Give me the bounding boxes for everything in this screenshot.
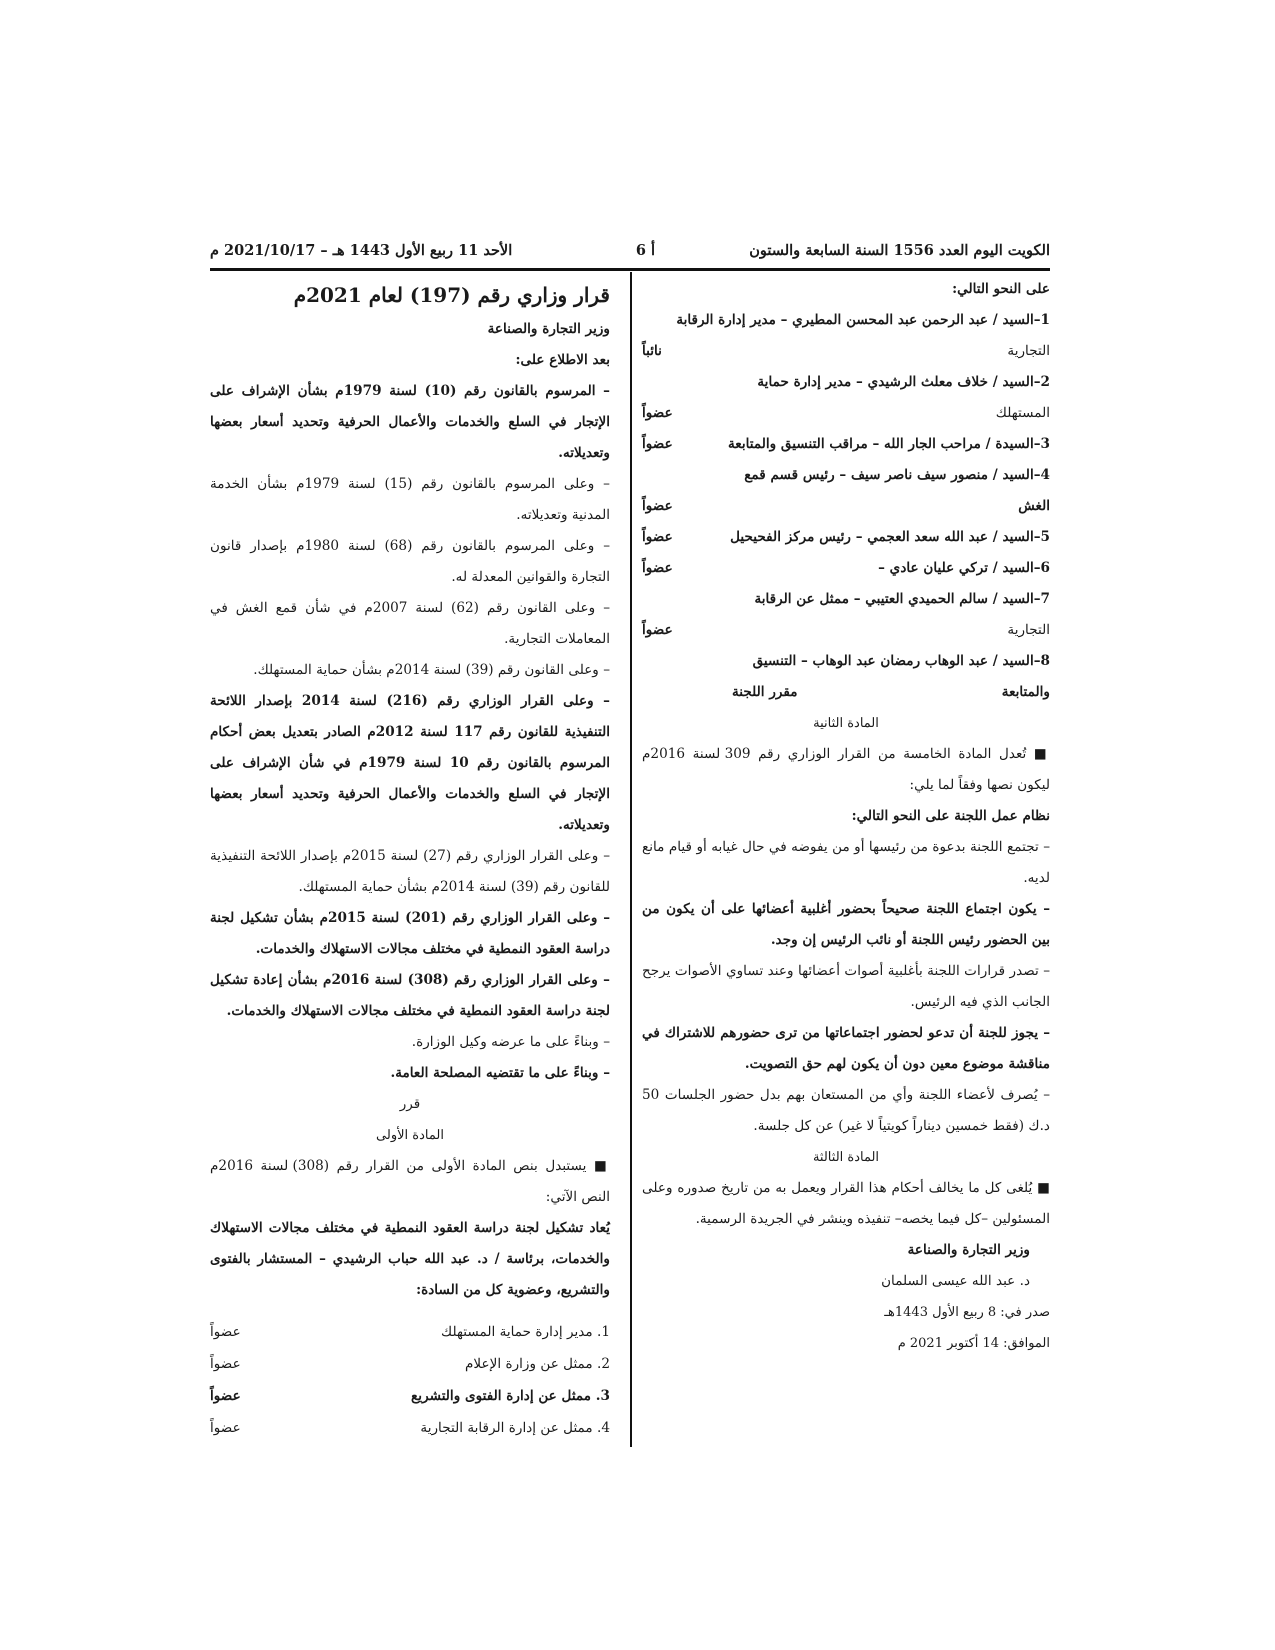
article-1-text: ■ يستبدل بنص المادة الأولى من القرار رقم (308) لسنة 2016م النص الآتي: — [210, 1158, 611, 1205]
page-header — [210, 238, 1050, 268]
preamble-item: – وعلى المرسوم بالقانون رقم (15) لسنة 1979م بشأن الخدمة المدنية وتعديلاته. — [210, 476, 610, 523]
issued-date: صدر في: 8 ربيع الأول 1443هـ — [884, 1305, 1050, 1320]
member-item — [642, 584, 1050, 646]
member-name: 1–السيد / عبد الرحمن عبد المحسن المطيري – مدير إدارة الرقابة — [676, 312, 1050, 328]
preamble-item: – وعلى القرار الوزاري رقم (308) لسنة 2016م بشأن إعادة تشكيل لجنة دراسة العقود النمطية في مختلف مجالات الاستهلاك والخدمات. — [210, 972, 610, 1019]
preamble-item: – وعلى المرسوم بالقانون رقم (68) لسنة 1980م بإصدار قانون التجارة والقوانين المعدلة له. — [210, 538, 610, 585]
after-review: بعد الاطلاع على: — [515, 352, 610, 368]
member-item — [642, 429, 1050, 460]
member-name-cont: والمتابعة — [1001, 684, 1050, 700]
committee-reform-text: يُعاد تشكيل لجنة دراسة العقود النمطية في مختلف مجالات الاستهلاك والخدمات، برئاسة / د. عبد الله حباب الرشيدي – المستشار بالفتوى والتشريع، وعضوية كل من السادة: — [210, 1220, 610, 1298]
member-role: عضواً — [642, 436, 673, 452]
committee-list-item: 1. مدير إدارة حماية المستهلك — [441, 1324, 610, 1340]
member-role: عضواً — [642, 560, 673, 576]
member-name: 8–السيد / عبد الوهاب رمضان عبد الوهاب – التنسيق — [752, 653, 1050, 669]
header-date: الأحد 11 ربيع الأول 1443 هـ – 2021/10/17 م — [210, 242, 513, 259]
preamble-item: – المرسوم بالقانون رقم (10) لسنة 1979م بشأن الإشراف على الإتجار في السلع والخدمات والأعمال الحرفية وتحديد أسعار بعضها وتعديلاته. — [210, 383, 610, 461]
corresponding-date: الموافق: 14 أكتوبر 2021 م — [897, 1336, 1050, 1351]
rule-item: – يجوز للجنة أن تدعو لحضور اجتماعاتها من ترى حضورهم للاشتراك في مناقشة موضوع معين دون أن يكون لهم حق التصويت. — [642, 1025, 1050, 1072]
article-2-text: ■ تُعدل المادة الخامسة من القرار الوزاري رقم 309 لسنة 2016م ليكون نصها وفقاً لما يلي: — [642, 746, 1050, 793]
article-1-title: المادة الأولى — [376, 1128, 444, 1143]
member-name: 2–السيد / خلاف معلث الرشيدي – مدير إدارة حماية — [757, 374, 1050, 390]
preamble-item: – وعلى القرار الوزاري رقم (201) لسنة 2015م بشأن تشكيل لجنة دراسة العقود النمطية في مختلف مجالات الاستهلاك والخدمات. — [210, 910, 610, 957]
member-role: عضواً — [642, 529, 673, 545]
member-role: نائباً — [642, 343, 662, 359]
header-issue: الكويت اليوم العدد 1556 السنة السابعة والستون — [749, 242, 1050, 259]
article-3-title: المادة الثالثة — [812, 1150, 880, 1165]
member-role: مقرر اللجنة — [732, 684, 798, 700]
member-name-cont: المستهلك — [995, 405, 1050, 421]
member-name-cont: التجارية — [1007, 622, 1050, 638]
rule-item: – يكون اجتماع اللجنة صحيحاً بحضور أغلبية أعضائها على أن يكون من بين الحضور رئيس اللجنة أو نائب الرئيس إن وجد. — [642, 901, 1050, 948]
committee-list-role: عضواً — [210, 1388, 241, 1404]
rule-item: – تجتمع اللجنة بدعوة من رئيسها أو من يفوضه في حال غيابه أو قيام مانع لديه. — [642, 839, 1050, 886]
committee-list-role: عضواً — [210, 1356, 241, 1372]
committee-list-item: 3. ممثل عن إدارة الفتوى والتشريع — [411, 1388, 610, 1404]
preamble-item: – وبناءً على ما عرضه وكيل الوزارة. — [411, 1034, 610, 1050]
member-item — [642, 646, 1050, 708]
preamble-item: – وعلى القانون رقم (39) لسنة 2014م بشأن حماية المستهلك. — [253, 662, 610, 678]
preamble-item: – وعلى القرار الوزاري رقم (216) لسنة 2014 بإصدار اللائحة التنفيذية للقانون رقم 117 لسنة 2012م الصادر بتعديل بعض أحكام المرسوم بالقانون رقم 10 لسنة 1979م في شأن الإشراف على الإتجار في السلع والخدمات والأعمال الحرفية وتحديد أسعار بعضها وتعديلاته. — [210, 693, 611, 833]
rule-item: – تصدر قرارات اللجنة بأغلبية أصوات أعضائها وعند تساوي الأصوات يرجح الجانب الذي فيه الرئيس. — [642, 963, 1050, 1010]
member-item — [642, 522, 1050, 553]
member-name: 5–السيد / عبد الله سعد العجمي – رئيس مركز الفحيحيل — [730, 529, 1050, 545]
minister-name: د. عبد الله عيسى السلمان — [881, 1273, 1030, 1289]
member-name: 7–السيد / سالم الحميدي العتيبي – ممثل عن الرقابة — [754, 591, 1050, 607]
header-rule — [210, 268, 1050, 271]
header-page-number: أ 6 — [635, 242, 655, 259]
committee-list — [210, 1316, 610, 1444]
member-item — [642, 305, 1050, 367]
preamble-item: – وبناءً على ما تقتضيه المصلحة العامة. — [390, 1065, 610, 1081]
left-column — [210, 278, 610, 1444]
member-item — [642, 367, 1050, 429]
right-column — [642, 274, 1050, 1359]
member-name: 3–السيدة / مراحب الجار الله – مراقب التنسيق والمتابعة — [727, 436, 1050, 452]
member-role: عضواً — [642, 498, 673, 514]
column-divider — [630, 272, 632, 1447]
member-name-cont: التجارية — [1007, 343, 1050, 359]
member-item — [642, 460, 1050, 522]
article-3-text: ■ يُلغى كل ما يخالف أحكام هذا القرار ويعمل به من تاريخ صدوره وعلى المسئولين –كل فيما يخصه– تنفيذه وينشر في الجريدة الرسمية. — [642, 1180, 1050, 1227]
rule-item: – يُصرف لأعضاء اللجنة وأي من المستعان بهم بدل حضور الجلسات 50 د.ك (فقط خمسين ديناراً كويتياً لا غير) عن كل جلسة. — [642, 1087, 1050, 1134]
preamble-item: – وعلى القانون رقم (62) لسنة 2007م في شأن قمع الغش في المعاملات التجارية. — [210, 600, 610, 647]
member-name: 6–السيد / تركي عليان عادي – — [878, 560, 1050, 576]
system-title: نظام عمل اللجنة على النحو التالي: — [851, 808, 1050, 824]
members-intro: على النحو التالي: — [952, 281, 1050, 297]
member-name: 4–السيد / منصور سيف ناصر سيف – رئيس قسم قمع — [744, 467, 1050, 483]
committee-list-item: 2. ممثل عن وزارة الإعلام — [464, 1356, 610, 1372]
member-role: عضواً — [642, 405, 673, 421]
issuing-minister: وزير التجارة والصناعة — [487, 321, 610, 337]
committee-list-role: عضواً — [210, 1324, 241, 1340]
decision-title: قرار وزاري رقم (197) لعام 2021م — [293, 283, 610, 307]
member-name-cont: الغش — [1018, 498, 1050, 514]
preamble-item: – وعلى القرار الوزاري رقم (27) لسنة 2015م بإصدار اللائحة التنفيذية للقانون رقم (39) لسنة 2014م بشأن حماية المستهلك. — [210, 848, 611, 895]
minister-title: وزير التجارة والصناعة — [907, 1242, 1030, 1258]
committee-list-role: عضواً — [210, 1420, 241, 1436]
article-2-title: المادة الثانية — [813, 716, 879, 731]
member-role: عضواً — [642, 622, 673, 638]
member-item — [642, 553, 1050, 584]
decided-label: قرر — [399, 1096, 421, 1112]
committee-list-item: 4. ممثل عن إدارة الرقابة التجارية — [420, 1420, 610, 1436]
